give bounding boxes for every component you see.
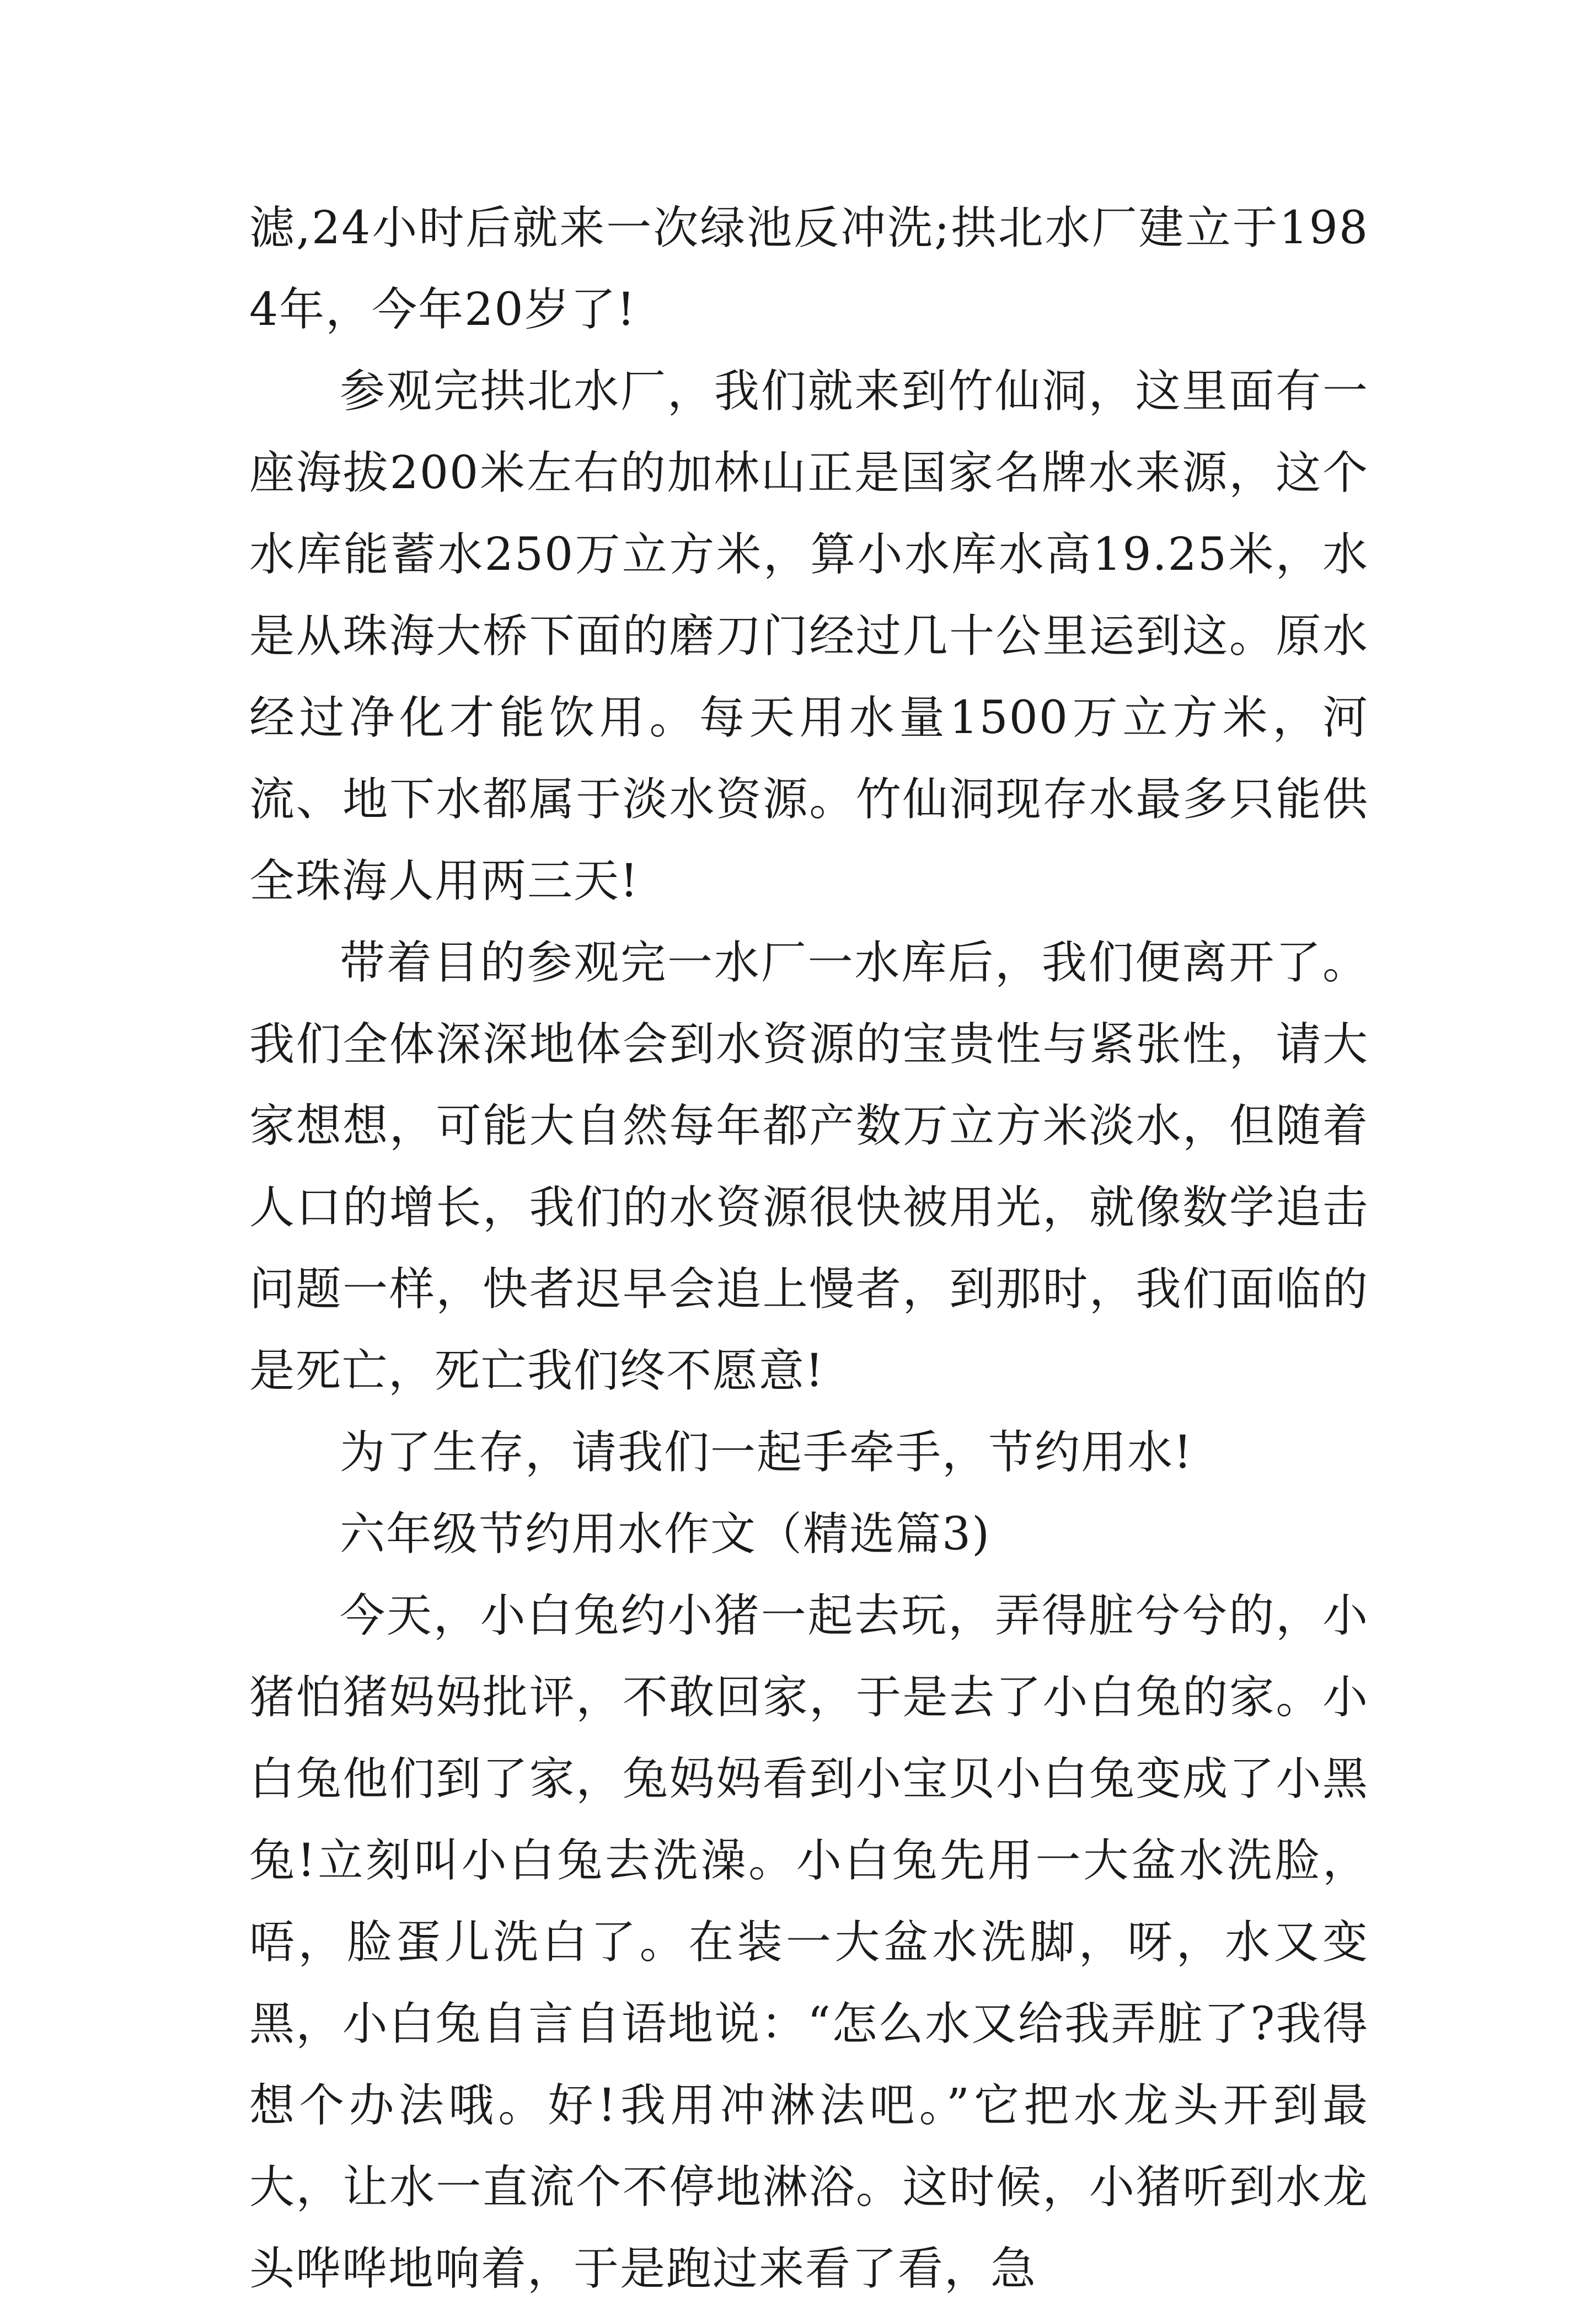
paragraph-1: 滤,24小时后就来一次绿池反冲洗;拱北水厂建立于1984年，今年20岁了! bbox=[249, 202, 1369, 336]
paragraph-4: 为了生存，请我们一起手牵手，节约用水! bbox=[340, 1426, 1193, 1479]
section-heading: 六年级节约用水作文（精选篇3) bbox=[340, 1508, 991, 1560]
paragraph-3: 带着目的参观完一水厂一水库后，我们便离开了。我们全体深深地体会到水资源的宝贵性与紧张性，请大家想想，可能大自然每年都产数万立方米淡水，但随着人口的增长，我们的水资源很快被用光，就像数学追击问题一样，快者迟早会追上慢者，到那时，我们面临的是死亡，死亡我们终不愿意! bbox=[249, 937, 1369, 1397]
paragraph-2: 参观完拱北水厂，我们就来到竹仙洞，这里面有一座海拔200米左右的加林山正是国家名牌水来源，这个水库能蓄水250万立方米，算小水库水高19.25米，水是从珠海大桥下面的磨刀门经过几十公里运到这。原水经过净化才能饮用。每天用水量1500万立方米，河流、地下水都属于淡水资源。竹仙洞现存水最多只能供全珠海人用两三天! bbox=[249, 365, 1369, 907]
body-text bbox=[249, 188, 1369, 2310]
paragraph-5: 今天，小白兔约小猪一起去玩，弄得脏兮兮的，小猪怕猪妈妈批评，不敢回家，于是去了小白兔的家。小白兔他们到了家，兔妈妈看到小宝贝小白兔变成了小黑兔!立刻叫小白兔去洗澡。小白兔先用一大盆水洗脸，唔，脸蛋儿洗白了。在装一大盆水洗脚，呀，水又变黑，小白兔自言自语地说：“怎么水又给我弄脏了?我得想个办法哦。好!我用冲淋法吧。”它把水龙头开到最大，让水一直流个不停地淋浴。这时候，小猪听到水龙头哗哗地响着，于是跑过来看了看，急 bbox=[249, 1590, 1369, 2295]
